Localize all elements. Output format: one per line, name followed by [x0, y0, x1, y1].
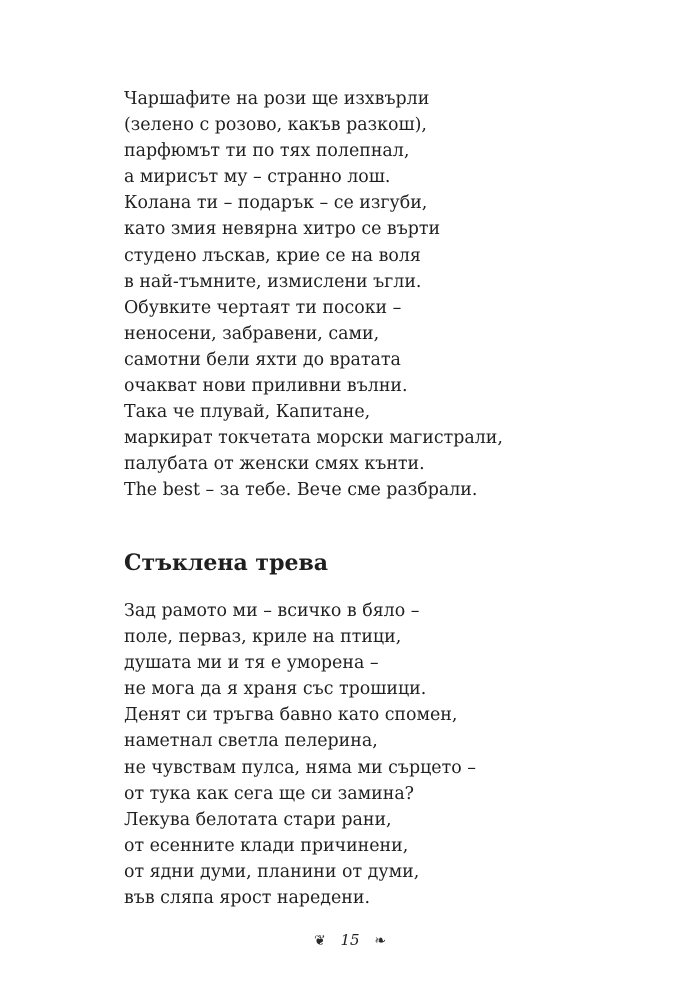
poem-line: (зелено с розово, какъв разкош), — [124, 115, 427, 136]
poem-line: поле, перваз, криле на птици, — [124, 627, 402, 648]
ornament-right-icon: ❧ — [374, 933, 387, 949]
poem-line: Така че плувай, Капитане, — [124, 402, 371, 423]
page-number: 15 — [340, 931, 360, 949]
poem-line: не чувствам пулса, няма ми сърцето – — [124, 757, 476, 778]
poem-line: палубата от женски смях кънти. — [124, 454, 425, 475]
poem-line: парфюмът ти по тях полепнал, — [124, 141, 410, 162]
poem-line: Чаршафите на рози ще изхвърли — [124, 89, 430, 109]
poem-line: във сляпа ярост наредени. — [124, 888, 370, 909]
page-footer — [0, 930, 700, 951]
poem-line: неносени, забравени, сами, — [124, 323, 380, 344]
poem-line: Обувките чертаят ти посоки – — [124, 297, 402, 318]
poem-line: от есенните клади причинени, — [124, 835, 409, 856]
poem-line: наметнал светла пелерина, — [124, 731, 378, 752]
poem-line: Лекува белотата стари рани, — [124, 809, 392, 830]
poem-line: Колана ти – подарък – се изгуби, — [124, 193, 428, 214]
poem-line: душата ми и тя е уморена – — [124, 653, 379, 674]
ornament-left-icon: ❦ — [313, 933, 326, 949]
poem-line: от тука как сега ще си замина? — [124, 783, 415, 804]
poem-title: Стъклена трева — [124, 550, 328, 576]
poem-line: очакват нови приливни вълни. — [124, 376, 408, 397]
poem-line: студено лъскав, крие се на воля — [124, 245, 421, 266]
poem-line: като змия невярна хитро се върти — [124, 219, 441, 240]
poem-body-second — [124, 598, 476, 911]
poem-line: а мирисът му – странно лош. — [124, 167, 391, 188]
poem-line: The best – за тебе. Вече сме разбрали. — [124, 480, 478, 501]
poem-line: в най-тъмните, измислени ъгли. — [124, 271, 422, 292]
poem-line: самотни бели яхти до вратата — [124, 349, 401, 370]
poem-line: от ядни думи, планини от думи, — [124, 861, 420, 882]
poem-line: маркират токчетата морски магистрали, — [124, 428, 503, 449]
poem-line: не мога да я храня със трошици. — [124, 679, 427, 700]
poem-body-first — [124, 86, 503, 504]
poem-line: Денят си тръгва бавно като спомен, — [124, 705, 458, 726]
poem-line: Зад рамото ми – всичко в бяло – — [124, 601, 420, 621]
